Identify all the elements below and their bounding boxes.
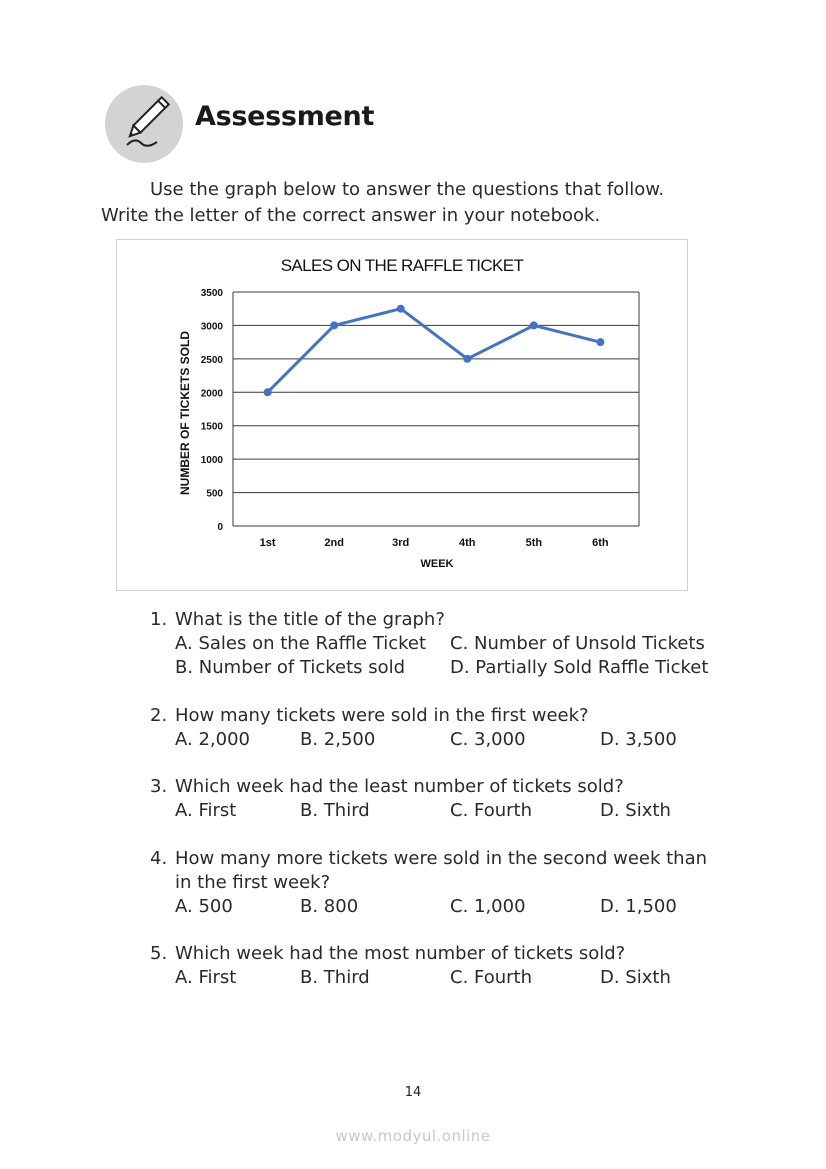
y-axis-label: NUMBER OF TICKETS SOLD (178, 331, 192, 495)
question-2-choice-b: B. 2,500 (300, 729, 376, 750)
series-line (268, 309, 601, 393)
y-tick-label-500: 500 (206, 488, 223, 500)
y-tick-label-1000: 1000 (200, 455, 223, 467)
question-5-choice-d: D. Sixth (600, 967, 671, 988)
x-tick-label-1st: 1st (259, 537, 276, 549)
y-tick-label-2000: 2000 (200, 388, 223, 400)
data-point-6th (596, 338, 604, 346)
x-tick-label-2nd: 2nd (324, 537, 344, 549)
data-point-1st (264, 388, 272, 396)
data-point-4th (463, 355, 471, 363)
instruction-line-2: Write the letter of the correct answer in your notebook. (101, 205, 601, 226)
question-1-choice-d: D. Partially Sold Raffle Ticket (450, 657, 709, 678)
question-5-choice-b: B. Third (300, 967, 370, 988)
question-1-number: 1. (150, 609, 168, 630)
question-4-choice-c: C. 1,000 (450, 896, 526, 917)
pencil-icon-graphic (105, 85, 183, 163)
question-1-text: What is the title of the graph? (175, 609, 445, 630)
instruction-line-1: Use the graph below to answer the questions that follow. (150, 179, 665, 200)
page-number: 14 (404, 1085, 422, 1100)
pencil-icon (105, 85, 183, 163)
question-5-text: Which week had the most number of tickets sold? (175, 943, 626, 964)
question-5-number: 5. (150, 943, 168, 964)
question-1-choice-b: B. Number of Tickets sold (175, 657, 406, 678)
question-5-choice-c: C. Fourth (450, 967, 533, 988)
watermark: www.modyul.online (335, 1127, 491, 1145)
question-4-text-continued: in the first week? (175, 872, 331, 893)
question-4-choice-d: D. 1,500 (600, 896, 677, 917)
question-1-choice-a: A. Sales on the Raffle Ticket (175, 633, 427, 654)
question-4-text: How many more tickets were sold in the second week than (175, 848, 708, 869)
x-tick-label-4th: 4th (459, 537, 476, 549)
question-2-text: How many tickets were sold in the first week? (175, 705, 589, 726)
data-point-3rd (397, 305, 405, 313)
question-3-choice-b: B. Third (300, 800, 370, 821)
question-3-number: 3. (150, 776, 168, 797)
x-axis-label: WEEK (420, 558, 454, 570)
question-5-choice-a: A. First (175, 967, 237, 988)
y-tick-label-2500: 2500 (200, 354, 223, 366)
y-tick-label-1500: 1500 (200, 421, 223, 433)
question-4-choice-b: B. 800 (300, 896, 359, 917)
page-title: Assessment (195, 101, 375, 132)
data-point-2nd (330, 321, 338, 329)
question-4-choice-a: A. 500 (175, 896, 233, 917)
x-tick-label-5th: 5th (525, 537, 543, 549)
question-1-choice-c: C. Number of Unsold Tickets (450, 633, 705, 654)
question-2-choice-c: C. 3,000 (450, 729, 526, 750)
y-tick-label-3000: 3000 (200, 321, 223, 333)
y-tick-label-0: 0 (217, 522, 223, 533)
question-2-choice-a: A. 2,000 (175, 729, 250, 750)
question-4-number: 4. (150, 848, 168, 869)
line-chart (116, 239, 688, 591)
data-point-5th (530, 321, 538, 329)
question-3-choice-a: A. First (175, 800, 237, 821)
question-2-choice-d: D. 3,500 (600, 729, 677, 750)
chart-svg (117, 240, 687, 590)
question-3-choice-d: D. Sixth (600, 800, 671, 821)
x-tick-label-6th: 6th (592, 537, 609, 549)
question-3-text: Which week had the least number of tickets sold? (175, 776, 624, 797)
y-tick-label-3500: 3500 (200, 288, 223, 299)
chart-title: SALES ON THE RAFFLE TICKET (280, 256, 524, 275)
question-3-choice-c: C. Fourth (450, 800, 533, 821)
x-tick-label-3rd: 3rd (392, 537, 410, 549)
question-2-number: 2. (150, 705, 168, 726)
